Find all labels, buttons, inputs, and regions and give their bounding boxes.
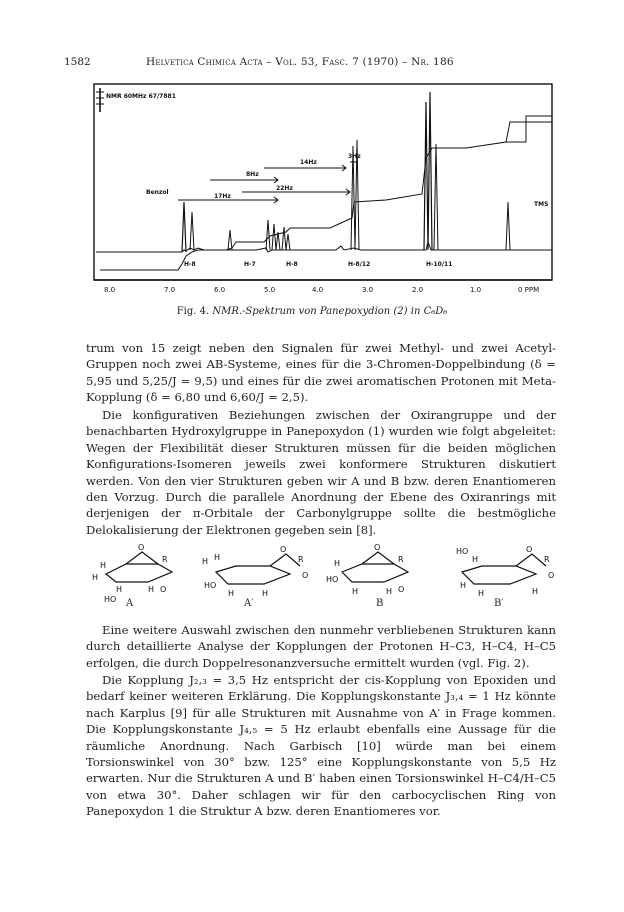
paragraph-text: Die konfigurativen Beziehungen zwischen der Oxirangruppe und der benachbarten Hydroxylgruppe in Panepoxydon (1) wurden wie folgt abgeleitet: Wegen der Flexibilität dieser Strukturen müssen für die beiden möglichen Konfigurations-Isomeren jeweils zwei konformere Strukturen diskutiert werden. Von den vier Strukturen geben wir A und B bzw. deren Enantiomeren den Vorzug. Durch die parallele Anordnung der Ebene des Oxiranrings mit derjenigen der π-Orbitale der Carbonylgruppe sollte die bestmögliche Delokalisierung der Elektronen gegeben sein [8]. (86, 408, 556, 537)
structure-label-a-prime: A′ (244, 598, 254, 609)
axis-tick: 2.0 (412, 286, 424, 294)
proton-label: H-8 (286, 261, 298, 268)
axis-tick: 7.0 (164, 286, 176, 294)
atom-label: O (302, 571, 309, 580)
axis-tick: 0 PPM (518, 286, 540, 294)
atom-label: H (334, 559, 341, 568)
benzol-label: Benzol (146, 189, 169, 196)
proton-label: H-7 (244, 261, 256, 268)
paragraph-text: Eine weitere Auswahl zwischen den nunmehr verbliebenen Strukturen kann durch detaillierte Analyse der Kopplungen der Protonen H–C3, H–C4, H–C5 erfolgen, die durch Doppelresonanzversuche ermittelt wurden (vgl. Fig. 2). (86, 623, 556, 670)
atom-label: H (478, 589, 485, 598)
atom-label: HO (104, 595, 117, 604)
atom-label: H (386, 587, 393, 596)
atom-label: H (262, 589, 269, 598)
coupling-label: 17Hz (214, 193, 231, 200)
running-header (64, 56, 556, 70)
spectrum-label: NMR 60MHz 67/7881 (106, 93, 176, 100)
structure-label-b-prime: B′ (494, 598, 504, 609)
axis-tick: 4.0 (312, 286, 324, 294)
atom-label: O (374, 543, 381, 552)
structure-a-prime (216, 554, 300, 584)
coupling-label: 22Hz (276, 185, 293, 192)
atom-label: H (532, 587, 539, 596)
methyl-peak (424, 92, 432, 250)
structure-drawings (86, 540, 562, 612)
atom-label: HO (326, 575, 339, 584)
paragraph-3 (86, 622, 556, 671)
atom-label: R (298, 555, 304, 564)
atom-label: R (544, 555, 550, 564)
paragraph-1 (86, 340, 556, 406)
atom-label: H (228, 589, 235, 598)
running-title: Helvetica Chimica Acta – Vol. 53, Fasc. 7 (1970) – Nr. 186 (146, 56, 454, 68)
atom-label: O (526, 545, 533, 554)
integration-curve (100, 122, 552, 270)
atom-label: O (138, 543, 145, 552)
structure-label-b: B (376, 598, 384, 609)
coupling-label: 3Hz (348, 153, 361, 160)
coupling-label: 14Hz (300, 159, 317, 166)
baseline-trace (96, 242, 552, 252)
atom-label: O (398, 585, 405, 594)
axis-tick: 3.0 (362, 286, 374, 294)
benzol-peak (182, 202, 186, 252)
paragraph-2 (86, 407, 556, 538)
proton-label: H-8/12 (348, 261, 371, 268)
figure-caption (0, 306, 624, 317)
paragraph-4 (86, 672, 556, 820)
nmr-spectrum-figure (86, 82, 562, 300)
page-number: 1582 (64, 56, 91, 68)
axis-tick: 8.0 (104, 286, 116, 294)
proton-label: H-10/11 (426, 261, 453, 268)
atom-label: O (160, 585, 167, 594)
atom-label: H (352, 587, 359, 596)
coupling-label: 8Hz (246, 171, 259, 178)
aromatic-peak (190, 212, 194, 250)
structure-label-a: A (126, 598, 134, 609)
atom-label: O (548, 571, 555, 580)
atom-label: H (202, 557, 209, 566)
atom-label: H (92, 573, 99, 582)
atom-label: R (398, 555, 404, 564)
atom-label: H (116, 585, 123, 594)
atom-label: H (472, 555, 479, 564)
tms-peak (506, 202, 510, 250)
caption-text: NMR.-Spektrum von Panepoxydion (2) in C₆D₆ (212, 306, 448, 317)
proton-label: H-8 (184, 261, 196, 268)
axis-tick: 6.0 (214, 286, 226, 294)
tms-label: TMS (534, 201, 549, 208)
h8b-peak (282, 227, 290, 250)
paragraph-text: Die Kopplung J₂,₃ = 3,5 Hz entspricht der cis-Kopplung von Epoxiden und bedarf keiner weiteren Erklärung. Die Kopplungskonstante J₃,₄ = 1 Hz könnte nach Karplus [9] für alle Strukturen mit Ausnahme von A′ in Frage kommen. Die Kopplungskonstante J₄,₅ = 5 Hz erlaubt ebenfalls eine Aussage für die räumliche Anordnung. Nach Garbisch [10] würde man bei einem Torsionswinkel von 30° bzw. 125° eine Kopplungskonstante von 5,5 Hz erwarten. Nur die Strukturen A und B′ haben einen Torsionswinkel H–C4/H–C5 von etwa 30°. Daher schlagen wir für den carbocyclischen Ring von Panepoxydon 1 die Struktur A bzw. deren Enantiomeres vor. (86, 673, 556, 819)
atom-label: H (100, 561, 107, 570)
atom-label: H (214, 553, 221, 562)
h1011-peak (434, 144, 438, 250)
atom-label: R (162, 555, 168, 564)
atom-label: HO (204, 581, 217, 590)
axis-tick: 1.0 (470, 286, 482, 294)
h8-peak (228, 230, 232, 250)
atom-label: H (148, 585, 155, 594)
atom-label: O (280, 545, 287, 554)
axis-tick: 5.0 (264, 286, 276, 294)
spectrum-frame (94, 84, 552, 280)
caption-label: Fig. 4. (176, 306, 210, 317)
atom-label: HO (456, 547, 469, 556)
paragraph-text: trum von 15 zeigt neben den Signalen für zwei Methyl- und zwei Acetyl-Gruppen noch zwei AB-Systeme, eines für die 3-Chromen-Doppelbindung (δ = 5,95 und 5,25/J = 9,5) und eines für die zwei aromatischen Protonen mit Meta-Kopplung (δ = 6,80 und 6,60/J = 2,5). (86, 341, 556, 405)
atom-label: H (460, 581, 467, 590)
